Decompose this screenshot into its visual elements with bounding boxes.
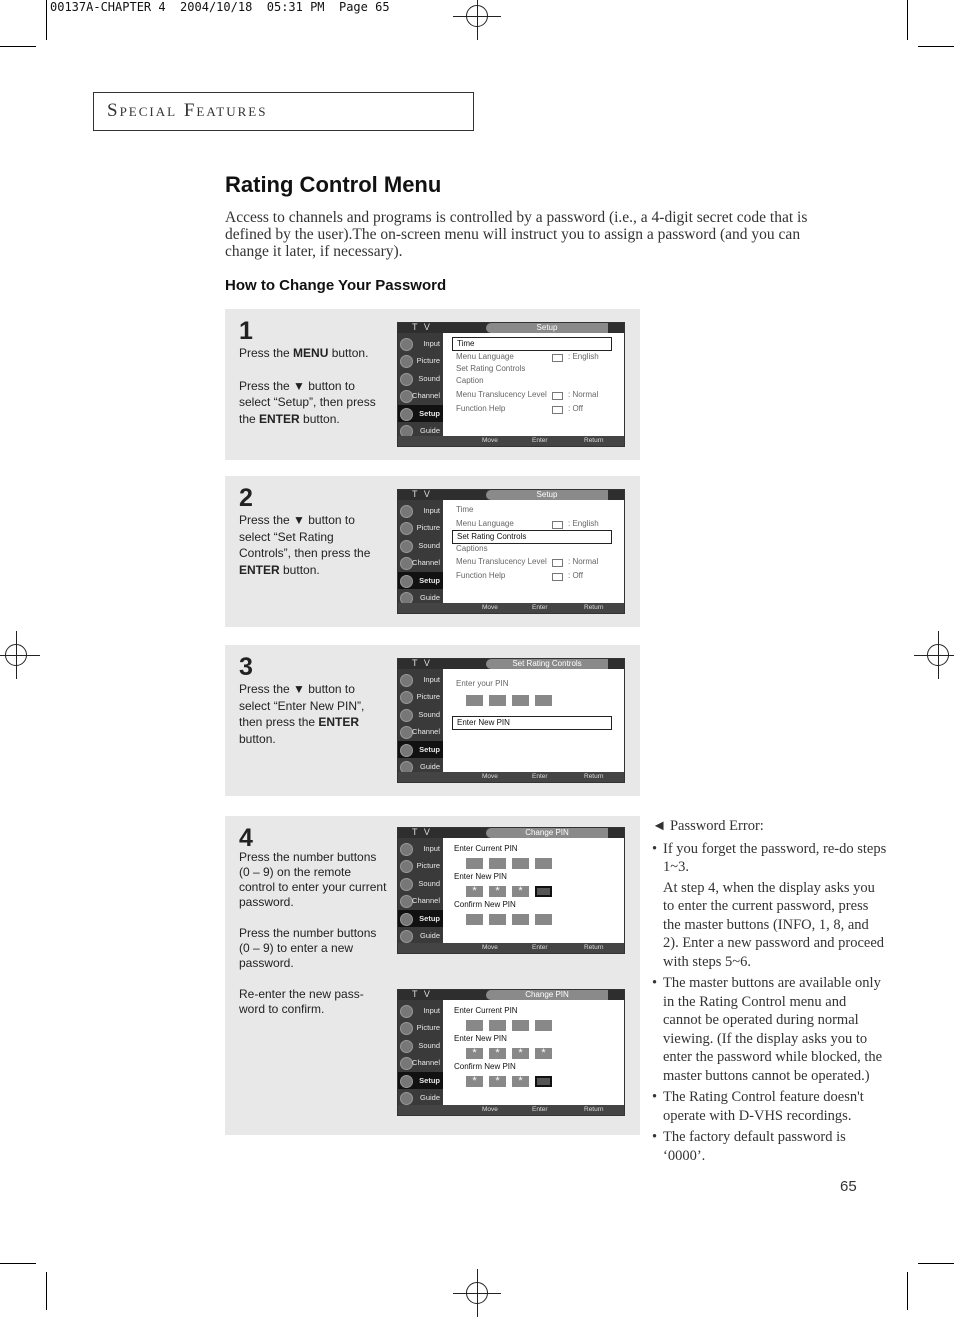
channel-icon xyxy=(400,390,413,403)
label-confirm-new-pin: Confirm New PIN xyxy=(454,900,516,909)
list-icon xyxy=(552,521,563,529)
tv-sidebar xyxy=(398,1000,443,1105)
crop-mark xyxy=(46,0,47,40)
step-number: 4 xyxy=(239,824,253,852)
picture-icon xyxy=(400,1022,413,1035)
row-set-rating: Set Rating Controls xyxy=(452,530,612,544)
print-header: 00137A-CHAPTER 4 2004/10/18 05:31 PM Page 65 xyxy=(50,0,390,14)
input-icon xyxy=(400,505,413,518)
picture-icon xyxy=(400,691,413,704)
label-enter-current-pin: Enter Current PIN xyxy=(454,844,518,853)
list-icon xyxy=(552,354,563,362)
tv-sidebar xyxy=(398,500,443,603)
menu-setup: Setup xyxy=(398,910,443,927)
subheading: How to Change Your Password xyxy=(225,277,447,294)
sound-icon xyxy=(400,373,413,386)
menu-picture: Picture xyxy=(398,688,443,705)
channel-icon xyxy=(400,557,413,570)
tv-screen-set-rating xyxy=(397,658,625,783)
row-caption: Caption xyxy=(456,376,484,385)
menu-guide: Guide xyxy=(398,1089,443,1106)
tv-label: T V xyxy=(412,827,432,837)
menu-setup: Setup xyxy=(398,741,443,758)
tv-screen-setup xyxy=(397,322,625,447)
note-item: • The master buttons are available only in the Rating Control menu and cannot be operated during normal viewing. (If the display asks you to enter the password while blocked, the master buttons cannot be operated.) xyxy=(652,975,883,1084)
input-icon xyxy=(400,843,413,856)
menu-sound: Sound xyxy=(398,1037,443,1054)
menu-setup: Setup xyxy=(398,405,443,422)
setup-icon xyxy=(400,744,413,757)
screen-title: Set Rating Controls xyxy=(486,659,608,669)
sound-icon xyxy=(400,540,413,553)
tv-sidebar xyxy=(398,838,443,943)
page-title: Rating Control Menu xyxy=(225,172,442,197)
menu-channel: Channel xyxy=(398,892,443,909)
menu-sound: Sound xyxy=(398,537,443,554)
screen-title: Setup xyxy=(486,490,608,500)
row-translucency: Menu Translucency Level : Normal xyxy=(456,390,599,399)
setup-icon xyxy=(400,575,413,588)
tv-screen-setup xyxy=(397,489,625,614)
pin-boxes xyxy=(466,1020,558,1032)
guide-icon xyxy=(400,930,413,943)
menu-sound: Sound xyxy=(398,875,443,892)
step-number: 1 xyxy=(239,317,253,345)
label-enter-your-pin: Enter your PIN xyxy=(456,679,509,688)
input-icon xyxy=(400,338,413,351)
crop-mark xyxy=(46,1272,47,1310)
note-item: • If you forget the password, re-do steps 1~3. At step 4, when the display asks you to enter the current password, press the master buttons (INFO, 1, 8, and 2). Enter a new password and proceed with steps 5~6. xyxy=(652,840,887,970)
notes-heading: ◄ Password Error: xyxy=(652,818,764,834)
channel-icon xyxy=(400,1057,413,1070)
sound-icon xyxy=(400,709,413,722)
row-caption: Captions xyxy=(456,544,488,553)
tv-sidebar xyxy=(398,669,443,772)
picture-icon xyxy=(400,860,413,873)
tv-label: T V xyxy=(412,489,432,499)
sound-icon xyxy=(400,1040,413,1053)
menu-input: Input xyxy=(398,502,443,519)
tv-screen-change-pin xyxy=(397,827,625,954)
pin-boxes xyxy=(466,914,558,926)
menu-picture: Picture xyxy=(398,857,443,874)
tv-footer: Move Enter Return xyxy=(398,436,624,446)
menu-setup: Setup xyxy=(398,1072,443,1089)
step-number: 3 xyxy=(239,653,253,681)
tv-label: T V xyxy=(412,989,432,999)
menu-guide: Guide xyxy=(398,589,443,606)
row-enter-new-pin: Enter New PIN xyxy=(452,716,612,730)
screen-title: Change PIN xyxy=(486,828,608,838)
step-instructions: Press the ▼ button to select “Set Rating Controls”, then press the ENTER button. xyxy=(239,513,371,577)
note-item: • The Rating Control feature doesn't operate with D-VHS recordings. xyxy=(652,1089,864,1124)
menu-picture: Picture xyxy=(398,519,443,536)
crop-mark xyxy=(907,0,908,40)
picture-icon xyxy=(400,355,413,368)
menu-sound: Sound xyxy=(398,706,443,723)
setup-icon xyxy=(400,408,413,421)
menu-channel: Channel xyxy=(398,1054,443,1071)
menu-input: Input xyxy=(398,335,443,352)
row-menu-language: Menu Language : English xyxy=(456,519,599,528)
menu-guide: Guide xyxy=(398,927,443,944)
menu-channel: Channel xyxy=(398,387,443,404)
row-time: Time xyxy=(456,505,474,514)
tv-label: T V xyxy=(412,322,432,332)
picture-icon xyxy=(400,522,413,535)
label-enter-current-pin: Enter Current PIN xyxy=(454,1006,518,1015)
step-instructions: Press the ▼ button to select “Enter New PIN”, then press the ENTER button. xyxy=(239,682,365,746)
label-enter-new-pin: Enter New PIN xyxy=(454,872,507,881)
step-instructions: Press the number buttons (0 – 9) on the remote control to enter your current password. Press the number buttons (0 – 9) to enter a new password. Re-enter the new pass-word to confirm. xyxy=(239,850,387,1016)
menu-guide: Guide xyxy=(398,422,443,439)
row-function-help: Function Help : Off xyxy=(456,404,583,413)
tv-screen-change-pin-confirm xyxy=(397,989,625,1116)
step-4-panel xyxy=(225,816,640,1135)
page-number: 65 xyxy=(840,1178,857,1195)
crop-mark xyxy=(918,46,954,47)
menu-input: Input xyxy=(398,840,443,857)
tv-footer: Move Enter Return xyxy=(398,943,624,953)
menu-picture: Picture xyxy=(398,352,443,369)
registration-mark-icon xyxy=(927,644,949,666)
pin-boxes: * * * * xyxy=(466,1048,558,1060)
label-enter-new-pin: Enter New PIN xyxy=(454,1034,507,1043)
pin-boxes xyxy=(466,695,558,707)
channel-icon xyxy=(400,726,413,739)
list-icon xyxy=(552,573,563,581)
menu-input: Input xyxy=(398,1002,443,1019)
crop-mark xyxy=(0,1263,36,1264)
step-2-panel xyxy=(225,476,640,627)
menu-guide: Guide xyxy=(398,758,443,775)
tv-label: T V xyxy=(412,658,432,668)
step-1-panel xyxy=(225,309,640,460)
registration-mark-icon xyxy=(5,644,27,666)
pin-boxes: * * * xyxy=(466,886,558,898)
row-function-help: Function Help : Off xyxy=(456,571,583,580)
registration-mark-icon xyxy=(466,5,488,27)
list-icon xyxy=(552,559,563,567)
list-icon xyxy=(552,392,563,400)
input-icon xyxy=(400,674,413,687)
pin-boxes xyxy=(466,858,558,870)
intro-paragraph: Access to channels and programs is controlled by a password (i.e., a 4-digit secret code that is defined by the user).The on-screen menu will instruct you to assign a password (and you can change it later, if necessary). xyxy=(225,209,808,260)
row-set-rating: Set Rating Controls xyxy=(456,364,526,373)
menu-setup: Setup xyxy=(398,572,443,589)
row-menu-language: Menu Language : English xyxy=(456,352,599,361)
note-item: • The factory default password is ‘0000’. xyxy=(652,1129,846,1164)
step-number: 2 xyxy=(239,484,253,512)
channel-icon xyxy=(400,895,413,908)
screen-title: Change PIN xyxy=(486,990,608,1000)
step-3-panel xyxy=(225,645,640,796)
menu-input: Input xyxy=(398,671,443,688)
row-time: Time xyxy=(452,337,612,351)
menu-channel: Channel xyxy=(398,723,443,740)
password-error-notes xyxy=(652,817,887,1168)
tv-footer: Move Enter Return xyxy=(398,1105,624,1115)
registration-mark-icon xyxy=(466,1282,488,1304)
label-confirm-new-pin: Confirm New PIN xyxy=(454,1062,516,1071)
tv-footer: Move Enter Return xyxy=(398,772,624,782)
menu-channel: Channel xyxy=(398,554,443,571)
list-icon xyxy=(552,406,563,414)
sound-icon xyxy=(400,878,413,891)
tv-sidebar xyxy=(398,333,443,436)
crop-mark xyxy=(918,1263,954,1264)
menu-sound: Sound xyxy=(398,370,443,387)
pin-boxes: * * * xyxy=(466,1076,558,1088)
step-instructions: Press the MENU button. Press the ▼ button to select “Setup”, then press the ENTER button. xyxy=(239,346,376,426)
screen-title: Setup xyxy=(486,323,608,333)
row-translucency: Menu Translucency Level : Normal xyxy=(456,557,599,566)
section-title: Special Features xyxy=(107,100,268,121)
crop-mark xyxy=(907,1272,908,1310)
guide-icon xyxy=(400,1092,413,1105)
input-icon xyxy=(400,1005,413,1018)
setup-icon xyxy=(400,913,413,926)
menu-picture: Picture xyxy=(398,1019,443,1036)
tv-footer: Move Enter Return xyxy=(398,603,624,613)
setup-icon xyxy=(400,1075,413,1088)
crop-mark xyxy=(0,46,36,47)
